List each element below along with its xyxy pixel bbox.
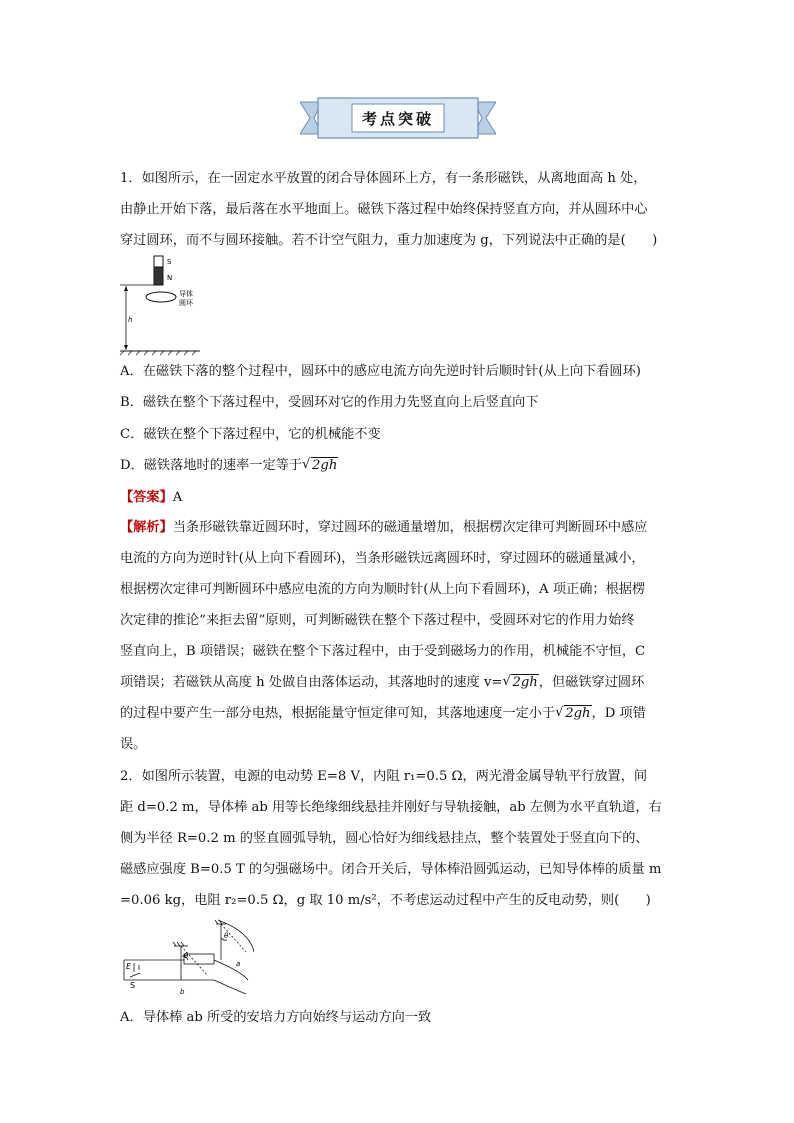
analysis-line: 【解析】当条形磁铁靠近圆环时，穿过圆环的磁通量增加，根据楞次定律可判断圆环中感应 bbox=[120, 520, 648, 535]
analysis-line: 根据楞次定律可判断圆环中感应电流的方向为顺时针(从上向下看圆环)，A 项正确；根据楞 bbox=[120, 582, 646, 597]
sqrt-expression: √ 2gh bbox=[302, 456, 338, 476]
q1-analysis bbox=[120, 512, 680, 760]
ring-label: 导体 bbox=[179, 290, 193, 298]
q1-stem-line: 1．如图所示，在一固定水平放置的闭合导体圆环上方，有一条形磁铁，从离地面高 h 处， bbox=[120, 171, 647, 186]
angle-label: θ bbox=[224, 932, 229, 940]
rod-end-a-label: a bbox=[236, 960, 241, 968]
q1-stem bbox=[120, 163, 680, 256]
analysis-line: 电流的方向为逆时针(从上向下看圆环)，当条形磁铁远离圆环时，穿过圆环的磁通量减小， bbox=[120, 551, 645, 566]
q2-stem bbox=[120, 761, 680, 916]
magnet-n-pole bbox=[154, 267, 163, 285]
magnet-n-label: N bbox=[167, 274, 173, 282]
switch-label: S bbox=[130, 981, 136, 990]
height-label: h bbox=[128, 316, 133, 324]
analysis-line: 次定律的推论“来拒去留”原则，可判断磁铁在整个下落过程中，受圆环对它的作用力始终 bbox=[120, 613, 635, 628]
q1-stem-line: 穿过圆环，而不与圆环接触。若不计空气阻力，重力加速度为 g，下列说法中正确的是( ) bbox=[120, 233, 658, 248]
analysis-line: 的过程中要产生一部分电热，根据能量守恒定律可知，其落地速度一定小于√ 2gh，D 项错 bbox=[120, 698, 680, 729]
analysis-line: 项错误；若磁铁从高度 h 处做自由落体运动，其落地时的速度 v=√ 2gh，但磁铁穿过圆环 bbox=[120, 667, 680, 698]
rod-end-b-label: b bbox=[180, 988, 185, 996]
magnet-s-pole bbox=[154, 256, 163, 267]
angle-label: θ bbox=[184, 952, 189, 960]
q1-stem-line: 由静止开始下落，最后落在水平地面上。磁铁下落过程中始终保持竖直方向，并从圆环中心 bbox=[120, 202, 648, 217]
q1-option-d bbox=[120, 456, 338, 476]
q1-figure bbox=[118, 254, 204, 356]
conducting-ring bbox=[146, 292, 176, 302]
q2-stem-line: =0.06 kg，电阻 r₂=0.5 Ω，g 取 10 m/s²，不考虑运动过程中产生的反电动势，则( ) bbox=[120, 893, 651, 908]
q1-option-a: A．在磁铁下落的整个过程中，圆环中的感应电流方向先逆时针后顺时针(从上向下看圆环) bbox=[120, 364, 641, 379]
sqrt-expression: √ 2gh bbox=[502, 667, 538, 698]
banner-title: 考点突破 bbox=[361, 109, 434, 128]
analysis-line: 误。 bbox=[120, 737, 147, 752]
q1-option-d-text: D．磁铁落地时的速率一定等于 bbox=[120, 458, 303, 473]
q1-option-b: B．磁铁在整个下落过程中，受圆环对它的作用力先竖直向上后竖直向下 bbox=[120, 395, 539, 410]
q2-option-a: A．导体棒 ab 所受的安培力方向始终与运动方向一致 bbox=[120, 1010, 432, 1025]
q2-stem-line: 距 d=0.2 m，导体棒 ab 用等长绝缘细线悬挂并刚好与导轨接触，ab 左侧为水平直轨道，右 bbox=[120, 800, 662, 815]
magnet-s-label: S bbox=[167, 258, 172, 266]
sqrt-expression: √ 2gh bbox=[555, 698, 591, 729]
q1-answer bbox=[120, 488, 182, 508]
answer-tag: 【答案】 bbox=[120, 490, 173, 505]
answer-value: A bbox=[172, 490, 183, 505]
q2-stem-line: 磁感应强度 B=0.5 T 的匀强磁场中。闭合开关后，导体棒沿圆弧运动，已知导体棒的质量 m bbox=[120, 862, 662, 877]
q2-figure bbox=[118, 916, 254, 1000]
ring-label: 圆环 bbox=[179, 299, 193, 307]
q2-stem-line: 2．如图所示装置，电源的电动势 E=8 V，内阻 r₁=0.5 Ω，两光滑金属导轨平行放置，间 bbox=[120, 769, 648, 784]
q1-option-c: C．磁铁在整个下落过程中，它的机械能不变 bbox=[120, 427, 381, 442]
battery-label: E bbox=[126, 962, 132, 971]
q2-stem-line: 侧为半径 R=0.2 m 的竖直圆弧导轨，圆心恰好为细线悬挂点，整个装置处于竖直向下的、 bbox=[120, 831, 649, 846]
analysis-tag: 【解析】 bbox=[120, 520, 173, 535]
analysis-line: 竖直向上，B 项错误；磁铁在整个下落过程中，由于受到磁场力的作用，机械能不守恒，C bbox=[120, 644, 646, 659]
